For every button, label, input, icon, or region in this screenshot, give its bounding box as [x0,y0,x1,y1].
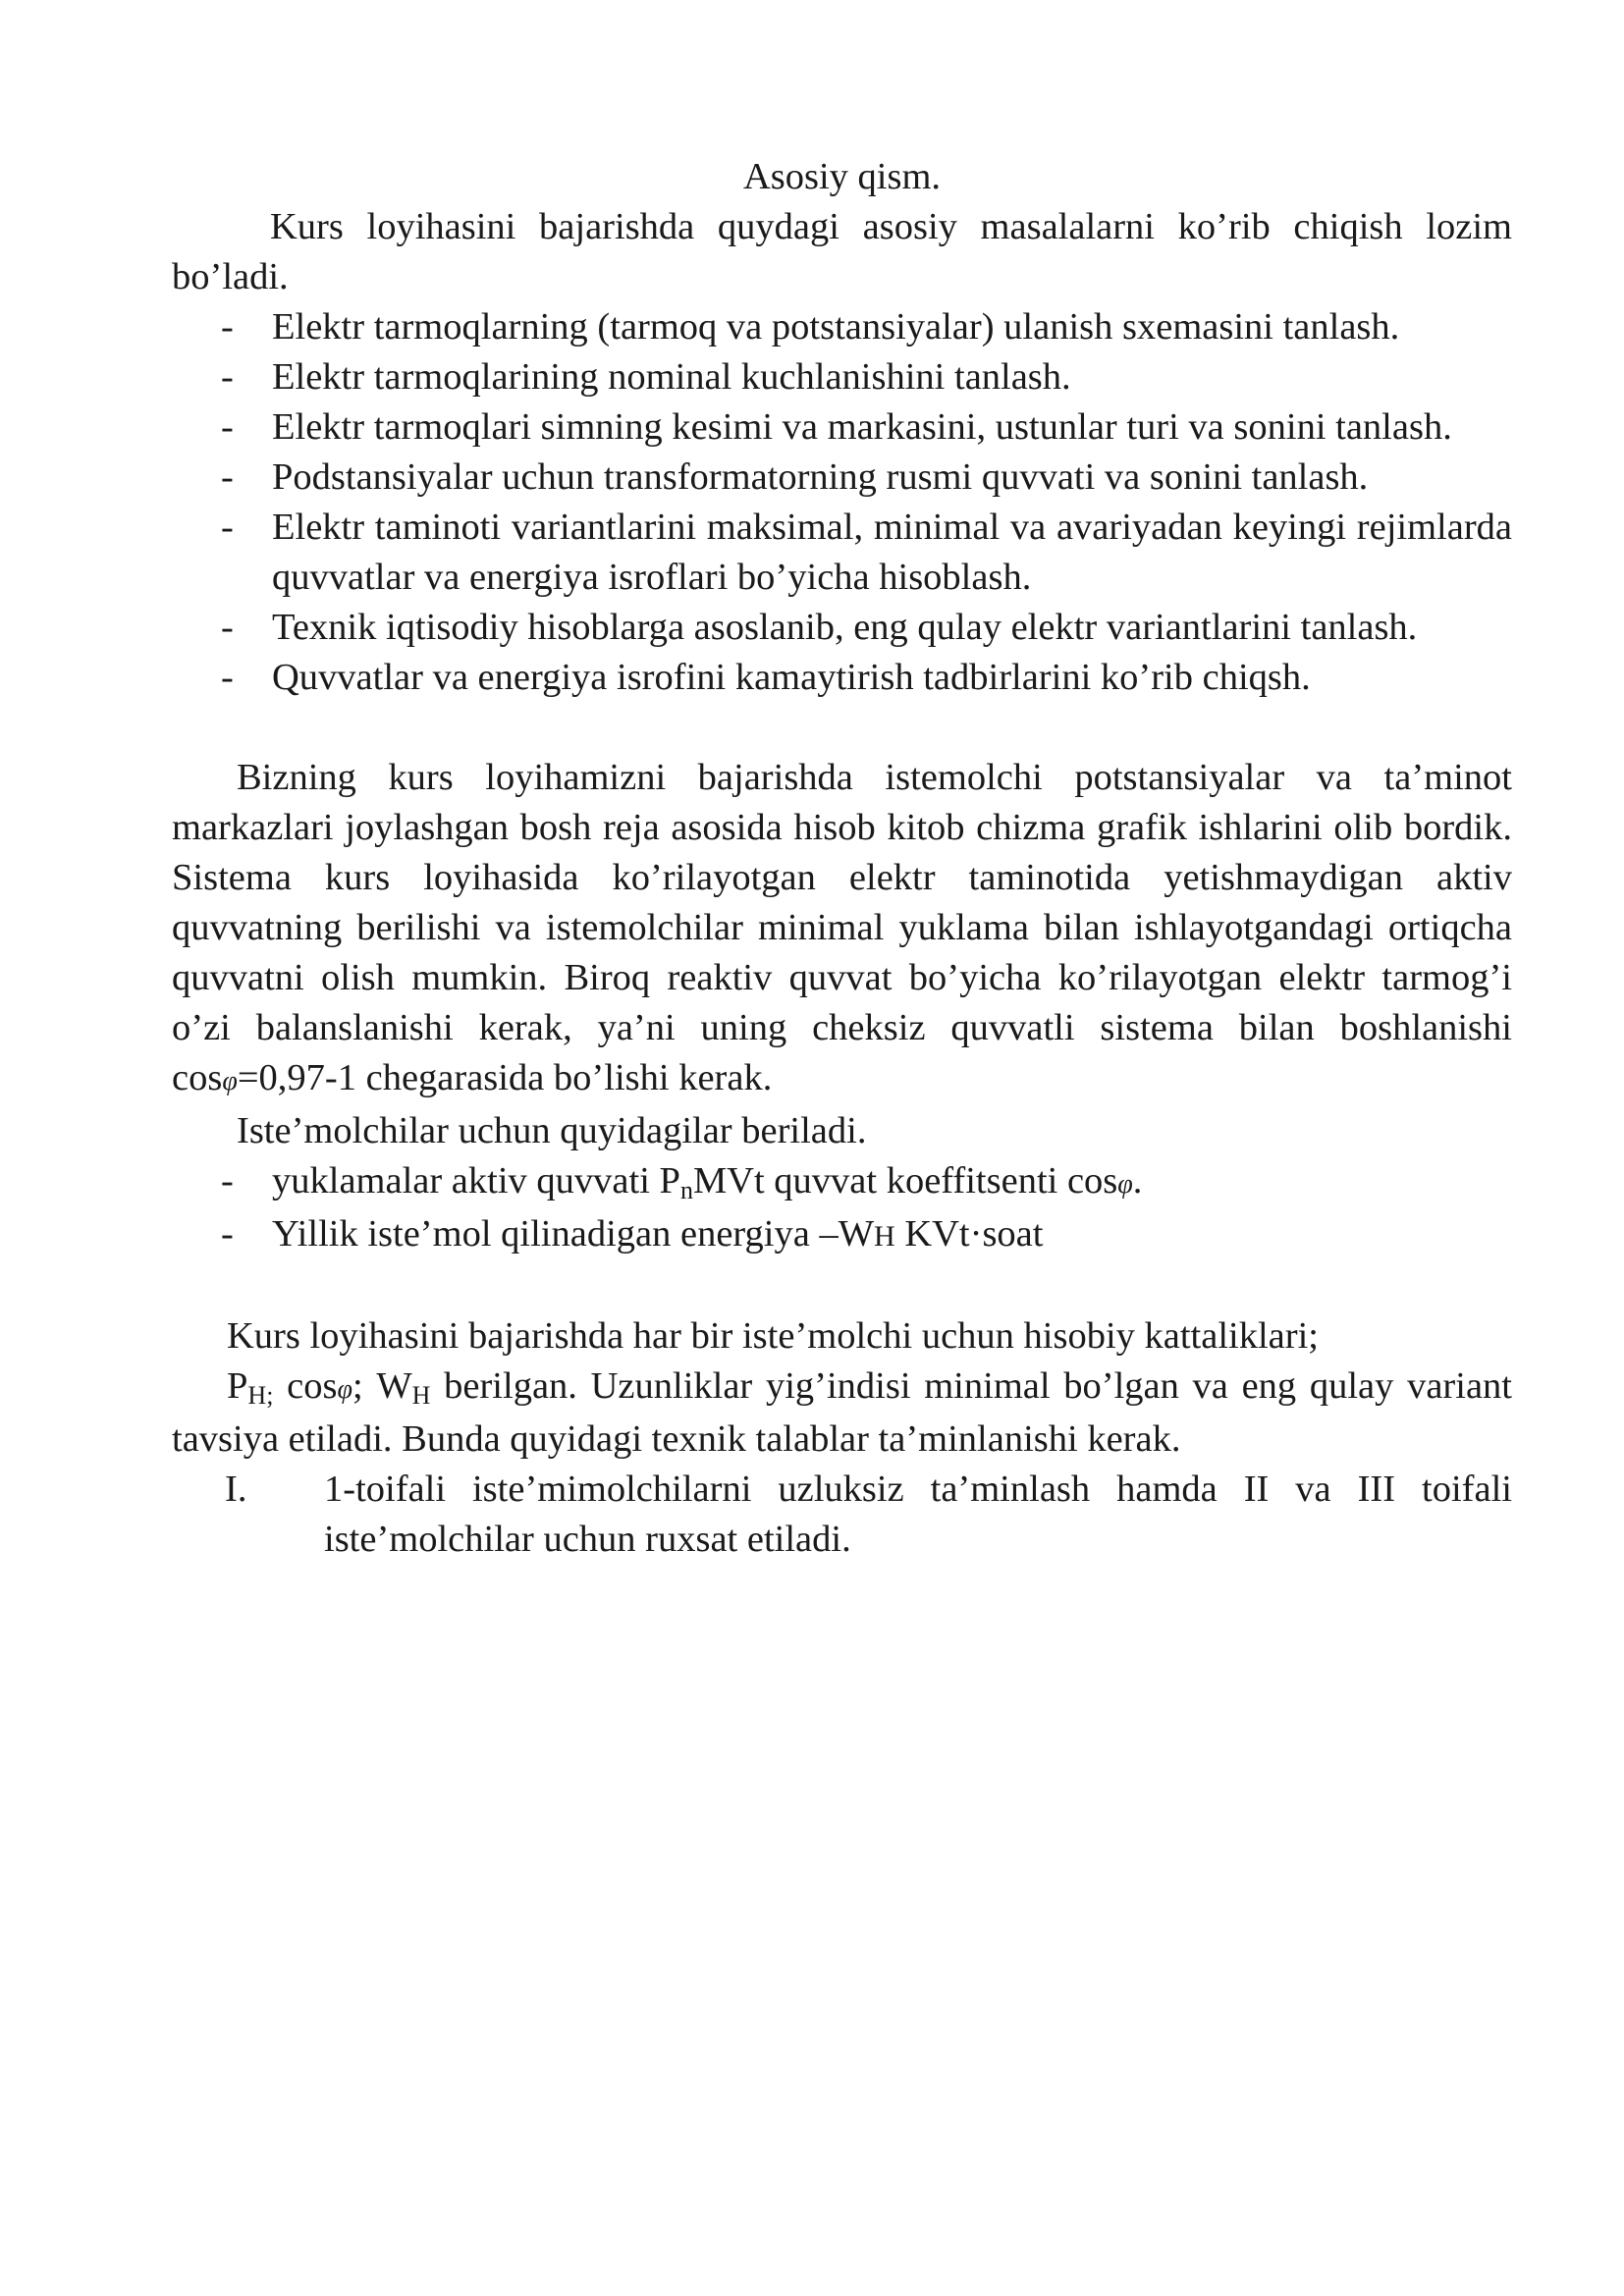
intro-paragraph: Kurs loyihasini bajarishda quydagi asosiy masalalarni ko’rib chiqish lozim bo’ladi. [172,206,1512,297]
dash-bullet: - [221,306,234,347]
spacer [172,1261,1512,1311]
task-list [172,302,1512,703]
phi-symbol: φ [1117,1169,1133,1200]
list-item: I. 1-toifali iste’mimolchilarni uzluksiz ta’minlash hamda II va III toifali iste’molchilar uchun ruxsat etiladi. [172,1465,1512,1565]
page-title: Asosiy qism. [742,156,942,197]
list-item: - yuklamalar aktiv quvvati $P_nMVt$ quvvat koeffitsenti cosφ. [172,1156,1512,1209]
given-list [172,1156,1512,1261]
list-item: - Texnik iqtisodiy hisoblarga asoslanib, eng qulay elektr variantlarini tanlash. [172,603,1512,653]
dash-bullet: - [221,607,234,648]
list-item: - Podstansiyalar uchun transformatorning rusmi quvvati va sonini tanlash. [172,453,1512,503]
list-item: - Elektr tarmoqlarning (tarmoq va potstansiyalar) ulanish sxemasini tanlash. [172,302,1512,352]
dash-bullet: - [221,507,234,548]
list-item: - Quvvatlar va energiya isrofini kamaytirish tadbirlarini ko’rib chiqsh. [172,653,1512,703]
list-item: - Elektr tarmoqlari simning kesimi va markasini, ustunlar turi va sonini tanlash. [172,402,1512,453]
dash-bullet: - [221,406,234,448]
dash-bullet: - [221,1160,234,1201]
phi-symbol: φ [222,1066,238,1096]
phi-symbol: φ [337,1374,352,1405]
body-paragraph-line: Kurs loyihasini bajarishda har bir iste’molchi uchun hisobiy kattaliklari; [227,1315,1319,1357]
spacer [172,703,1512,753]
dash-bullet: - [221,456,234,498]
consumers-heading: Iste’molchilar uchun quyidagilar beriladi. [237,1110,867,1151]
body-paragraph: $P_{H;}$ cosφ; $W_H$ berilgan. Uzunliklar yig’indisi minimal bo’lgan va eng qulay variant tavsiya etiladi. Bunda quyidagi texnik talablar ta’minlanishi kerak. [172,1365,1512,1460]
list-item: - Elektr tarmoqlarining nominal kuchlanishini tanlash. [172,352,1512,402]
list-item: - Yillik iste’mol qilinadigan energiya –WH KVt·soat [172,1209,1512,1261]
dash-bullet: - [221,657,234,698]
dash-bullet: - [221,356,234,398]
dash-bullet: - [221,1213,234,1255]
list-item: - Elektr taminoti variantlarini maksimal, minimal va avariyadan keyingi rejimlarda quvvatlar va energiya isroflari bo’yicha hisoblash. [172,503,1512,603]
document-page [172,152,1512,1565]
roman-numeral: I. [225,1468,247,1510]
requirements-list [172,1465,1512,1565]
body-paragraph: Bizning kurs loyihamizni bajarishda istemolchi potstansiyalar va ta’minot markazlari joylashgan bosh reja asosida hisob kitob chizma grafik ishlarini olib bordik. Sistema kurs loyihasida ko’rilayotgan elektr taminotida yetishmaydigan aktiv quvvatning berilishi va istemolchilar minimal yuklama bilan ishlayotgandagi ortiqcha quvvatni olish mumkin. Biroq reaktiv quvvat bo’yicha ko’rilayotgan elektr tarmog’i o’zi balanslanishi kerak, ya’ni uning cheksiz quvvatli sistema bilan boshlanishi cosφ=0,97-1 chegarasida bo’lishi kerak. [172,757,1512,1098]
